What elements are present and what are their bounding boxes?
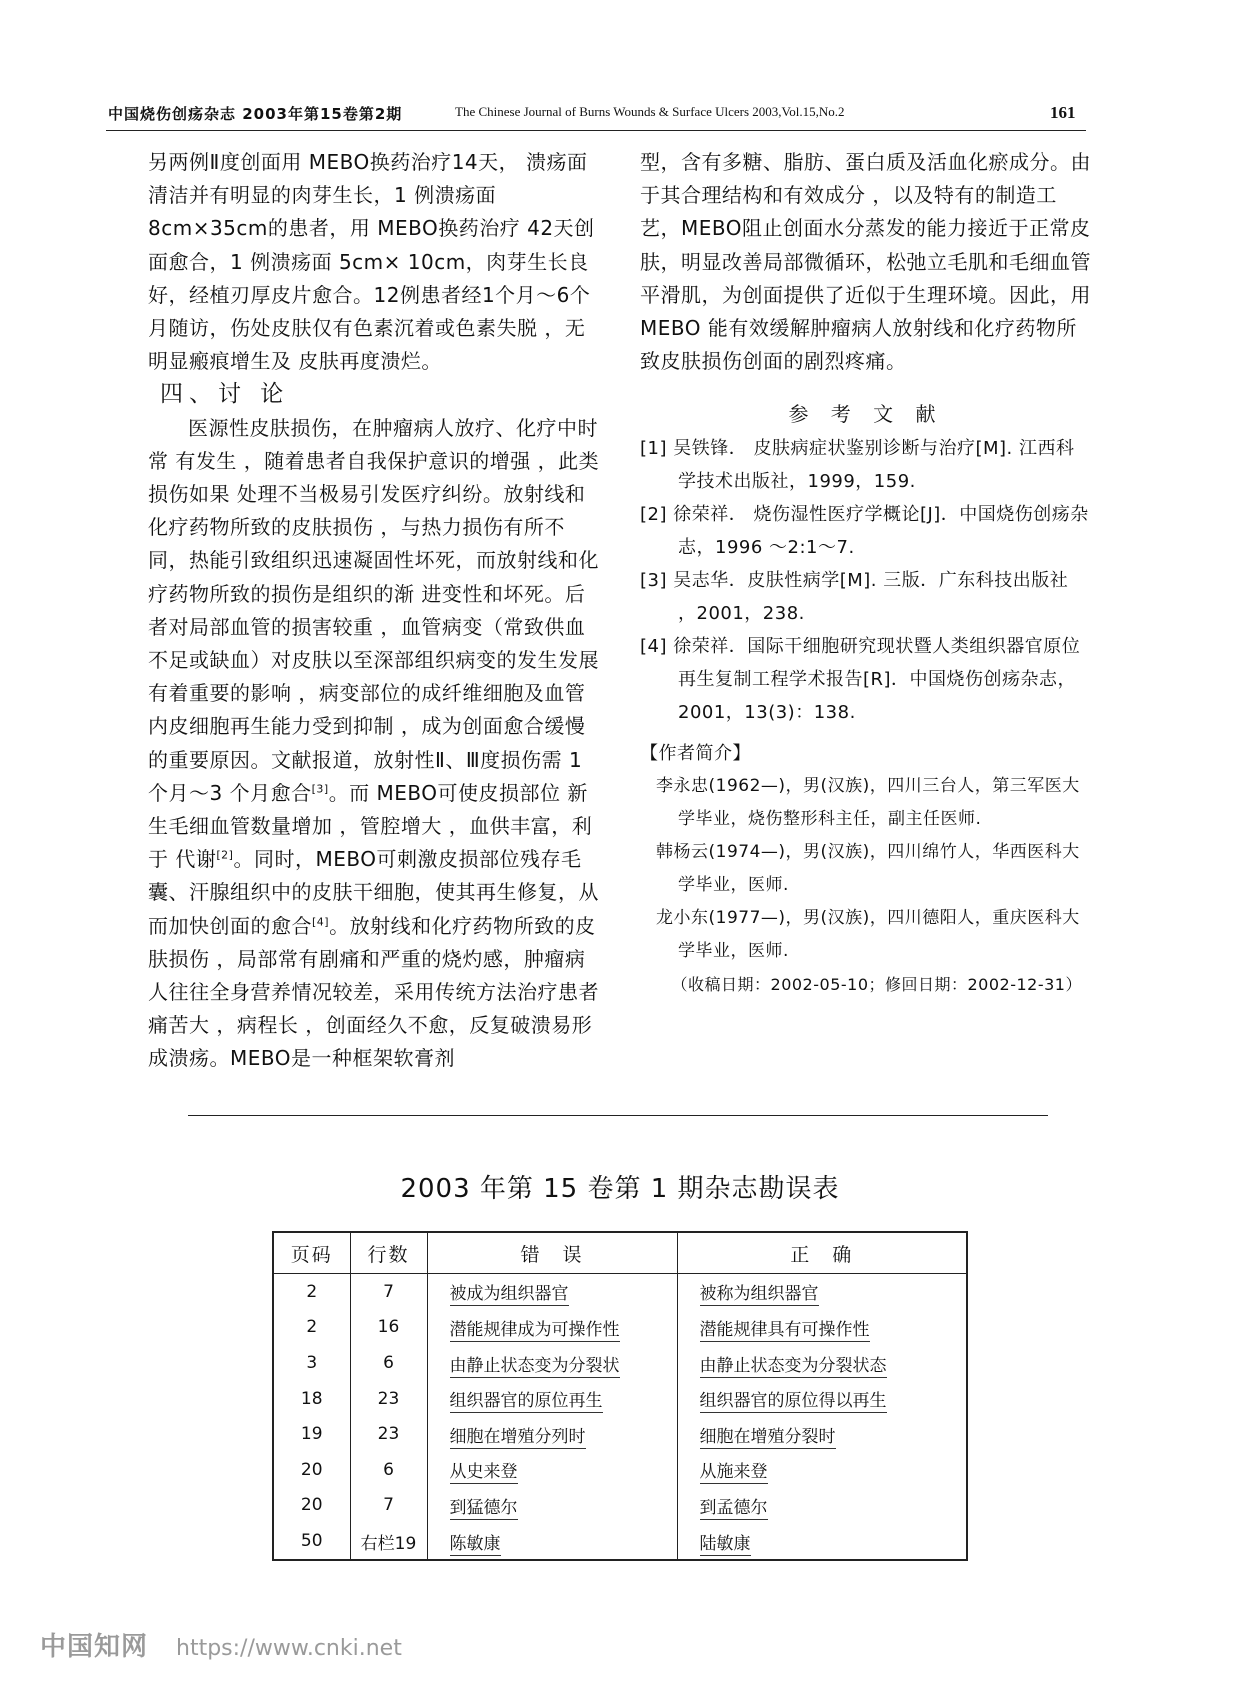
reference-item: [3] 吴志华．皮肤性病学[M]. 三版．广东科技出版社 ，2001，238. bbox=[640, 569, 1069, 624]
cell-line: 6 bbox=[350, 1345, 427, 1381]
correct-text: 陆敏康 bbox=[699, 1533, 751, 1554]
cell-line: 6 bbox=[350, 1452, 427, 1488]
cell-line: 7 bbox=[350, 1488, 427, 1524]
cnki-url: https://www.cnki.net bbox=[176, 1636, 402, 1661]
table-row bbox=[273, 1345, 967, 1381]
continued-paragraph: 型，含有多糖、脂肪、蛋白质及活血化瘀成分。由于其合理结构和有效成分 ，以及特有的制造工艺，MEBO阻止创面水分蒸发的能力接近于正常皮肤，明显改善局部微循环，松弛立毛肌和毛细血管平滑肌，为创面提供了近似于生理环境。因此，用 MEBO 能有效缓解肿瘤病人放射线和化疗药物所致皮肤损伤创面的剧烈疼痛。 bbox=[640, 150, 1091, 374]
cnki-logo-text: 中国知网 bbox=[40, 1632, 149, 1662]
cell-page: 2 bbox=[273, 1310, 350, 1346]
cell-error bbox=[427, 1345, 677, 1381]
error-text: 被成为组织器官 bbox=[449, 1284, 569, 1305]
section-separator bbox=[188, 1115, 1048, 1116]
cnki-watermark bbox=[40, 1626, 402, 1663]
col-header-error: 错 误 bbox=[427, 1232, 677, 1274]
col-header-line: 行数 bbox=[350, 1232, 427, 1274]
table-row bbox=[273, 1416, 967, 1452]
discussion-text-4: 。放射线和化疗药物所致的皮肤损伤 ，局部常有剧痛和严重的烧灼感，肿瘤病人往往全身营养情况较差，采用传统方法治疗患者痛苦大 ，病程长 ，创面经久不愈，反复破溃易形成溃疡。MEBO是一种框架软膏剂 bbox=[148, 913, 599, 1071]
cell-line: 右栏19 bbox=[350, 1523, 427, 1560]
error-text: 潜能规律成为可操作性 bbox=[449, 1319, 620, 1340]
reference-item: [4] 徐荣祥．国际干细胞研究现状暨人类组织器官原位 再生复制工程学术报告[R]．中国烧伤创疡杂志，2001，13(3)：138. bbox=[640, 635, 1081, 723]
section-heading-discussion: 四、讨 论 bbox=[160, 381, 290, 408]
citation-2: [2] bbox=[216, 848, 234, 862]
table-row bbox=[273, 1523, 967, 1560]
cell-correct bbox=[677, 1274, 967, 1310]
cell-page: 20 bbox=[273, 1452, 350, 1488]
correct-text: 从施来登 bbox=[699, 1462, 768, 1483]
error-text: 由静止状态变为分裂状 bbox=[449, 1355, 620, 1376]
table-row bbox=[273, 1274, 967, 1310]
cell-correct bbox=[677, 1452, 967, 1488]
cell-correct bbox=[677, 1310, 967, 1346]
cell-line: 16 bbox=[350, 1310, 427, 1346]
cell-page: 20 bbox=[273, 1488, 350, 1524]
cell-page: 18 bbox=[273, 1381, 350, 1417]
table-row bbox=[273, 1488, 967, 1524]
correct-text: 到孟德尔 bbox=[699, 1497, 768, 1518]
errata-title: 2003 年第 15 卷第 1 期杂志勘误表 bbox=[400, 1174, 840, 1204]
correct-text: 潜能规律具有可操作性 bbox=[699, 1319, 870, 1340]
discussion-text-3: 。同时，MEBO可刺激皮损部位残存毛囊、汗腺组织中的皮肤干细胞，使其再生修复，从而加快创面的愈合 bbox=[148, 847, 599, 938]
cell-correct bbox=[677, 1381, 967, 1417]
cell-error bbox=[427, 1488, 677, 1524]
cell-page: 2 bbox=[273, 1274, 350, 1310]
table-row bbox=[273, 1310, 967, 1346]
cell-error bbox=[427, 1416, 677, 1452]
left-column bbox=[148, 146, 600, 1076]
cell-page: 50 bbox=[273, 1523, 350, 1560]
cell-line: 23 bbox=[350, 1381, 427, 1417]
cell-error bbox=[427, 1452, 677, 1488]
error-text: 细胞在增殖分列时 bbox=[449, 1426, 586, 1447]
discussion-paragraph bbox=[148, 412, 600, 1076]
citation-4: [4] bbox=[312, 915, 330, 929]
discussion-text-2: 。而 MEBO可使皮损部位 新生毛细血管数量增加 ，管腔增大 ，血供丰富，利于 代谢 bbox=[148, 780, 593, 872]
author-bio: 龙小东(1977—)，男(汉族)，四川德阳人，重庆医科大学毕业，医师. bbox=[656, 907, 1080, 961]
right-column bbox=[640, 146, 1092, 1001]
cell-correct bbox=[677, 1488, 967, 1524]
journal-header-en: The Chinese Journal of Burns Wounds & Surface Ulcers 2003,Vol.15,No.2 bbox=[455, 104, 845, 119]
reference-item: [2] 徐荣祥． 烧伤湿性医疗学概论[J]．中国烧伤创疡杂志，1996 ～2:1～7. bbox=[640, 503, 1089, 558]
reference-list bbox=[640, 432, 1092, 729]
author-bio-title: 【作者简介】 bbox=[640, 742, 751, 764]
author-bio: 韩杨云(1974—)，男(汉族)，四川绵竹人，华西医科大学毕业，医师. bbox=[656, 841, 1080, 895]
cell-error bbox=[427, 1274, 677, 1310]
cell-error bbox=[427, 1381, 677, 1417]
cell-page: 19 bbox=[273, 1416, 350, 1452]
table-row bbox=[273, 1381, 967, 1417]
cell-correct bbox=[677, 1523, 967, 1560]
error-text: 从史来登 bbox=[449, 1462, 518, 1483]
table-row bbox=[273, 1452, 967, 1488]
references-title: 参 考 文 献 bbox=[788, 402, 944, 427]
cell-correct bbox=[677, 1416, 967, 1452]
reference-item: [1] 吴铁锋． 皮肤病症状鉴别诊断与治疗[M]. 江西科学技术出版社，1999，159. bbox=[640, 437, 1075, 492]
correct-text: 由静止状态变为分裂状态 bbox=[699, 1355, 887, 1376]
cell-correct bbox=[677, 1345, 967, 1381]
author-bio: 李永忠(1962—)，男(汉族)，四川三台人，第三军医大学毕业，烧伤整形科主任，副主任医师. bbox=[656, 775, 1080, 829]
header-rule bbox=[106, 130, 1086, 131]
correct-text: 组织器官的原位得以再生 bbox=[699, 1391, 887, 1412]
correct-text: 被称为组织器官 bbox=[699, 1284, 819, 1305]
error-text: 陈敏康 bbox=[449, 1533, 501, 1554]
cell-error bbox=[427, 1310, 677, 1346]
col-header-correct: 正 确 bbox=[677, 1232, 967, 1274]
discussion-text-1: 医源性皮肤损伤，在肿瘤病人放疗、化疗中时常 有发生 ，随着患者自我保护意识的增强 ，此类损伤如果 处理不当极易引发医疗纠纷。放射线和化疗药物所致的皮肤损伤 ，与热力损伤有所不同，热能引致组织迅速凝固性坏死，而放射线和化疗药物所致的损伤是组织的渐 进变性和坏死。后者对局部血管的损害较重 ，血管病变（常致供血不足或缺血）对皮肤以至深部组织病变的发生发展有着重要的影响 ，病变部位的成纤维细胞及血管内皮细胞再生能力受到抑制 ，成为创面愈合缓慢的重要原因。文献报道，放射性Ⅱ、Ⅲ度损伤需 1 个月～3 个月愈合 bbox=[148, 415, 600, 805]
journal-header-cn: 中国烧伤创疡杂志 2003年第15卷第2期 bbox=[108, 105, 403, 123]
col-header-page: 页码 bbox=[273, 1232, 350, 1274]
errata-table bbox=[272, 1231, 968, 1561]
cell-line: 23 bbox=[350, 1416, 427, 1452]
citation-3: [3] bbox=[311, 782, 329, 796]
errata-header-row bbox=[273, 1232, 967, 1274]
cell-line: 7 bbox=[350, 1274, 427, 1310]
cell-error bbox=[427, 1523, 677, 1560]
error-text: 组织器官的原位再生 bbox=[449, 1391, 603, 1412]
correct-text: 细胞在增殖分裂时 bbox=[699, 1426, 836, 1447]
error-text: 到猛德尔 bbox=[449, 1497, 518, 1518]
results-paragraph: 另两例Ⅱ度创面用 MEBO换药治疗14天， 溃疡面清洁并有明显的肉芽生长，1 例溃疡面 8cm×35cm的患者，用 MEBO换药治疗 42天创面愈合，1 例溃疡面 5cm× 10cm，肉芽生长良好，经植刃厚皮片愈合。12例患者经1个月～6个月随访，伤处皮肤仅有色素沉着或色素失脱 ，无明显瘢痕增生及 皮肤再度溃烂。 bbox=[148, 150, 595, 374]
cell-page: 3 bbox=[273, 1345, 350, 1381]
page-number: 161 bbox=[1050, 103, 1076, 122]
received-dates: （收稿日期：2002-05-10；修回日期：2002-12-31） bbox=[671, 974, 1082, 994]
